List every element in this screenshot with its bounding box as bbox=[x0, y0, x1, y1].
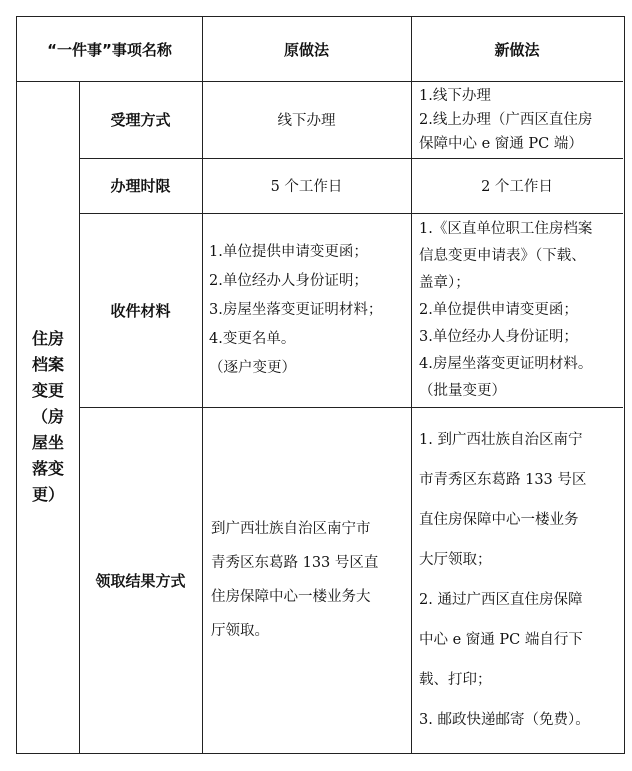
label-time: 办理时限 bbox=[110, 177, 171, 195]
old-materials-line: （逐户变更） bbox=[209, 359, 296, 376]
new-result-line: 大厅领取； bbox=[419, 552, 492, 568]
new-method-line: 2.线上办理（广西区直住房 bbox=[419, 111, 593, 128]
group-label-line: 变更 bbox=[31, 381, 64, 400]
new-materials-line: 3.单位经办人身份证明； bbox=[419, 328, 578, 345]
new-result-line: 3. 邮政快递邮寄（免费）。 bbox=[419, 712, 590, 728]
new-method-line: 1.线下办理 bbox=[419, 87, 491, 104]
label-result: 领取结果方式 bbox=[95, 571, 186, 590]
old-method: 线下办理 bbox=[277, 113, 336, 129]
old-result-line: 厅领取。 bbox=[211, 623, 269, 639]
header-name: “一件事”事项名称 bbox=[47, 40, 172, 59]
group-label-line: （房 bbox=[31, 407, 64, 426]
header-new: 新做法 bbox=[494, 40, 540, 59]
old-materials-line: 4.变更名单。 bbox=[209, 330, 296, 347]
new-result-line: 1. 到广西壮族自治区南宁 bbox=[419, 432, 583, 448]
new-time: 2 个工作日 bbox=[481, 179, 553, 195]
old-result-line: 住房保障中心一楼业务大 bbox=[211, 589, 371, 605]
new-materials-line: 1.《区直单位职工住房档案 bbox=[419, 220, 593, 237]
group-label-line: 档案 bbox=[31, 355, 64, 374]
new-result-line: 市青秀区东葛路 133 号区 bbox=[419, 472, 587, 488]
old-materials-line: 3.房屋坐落变更证明材料； bbox=[209, 301, 383, 318]
new-result-line: 直住房保障中心一楼业务 bbox=[419, 512, 579, 528]
group-label bbox=[17, 81, 79, 753]
rule-old bbox=[411, 17, 412, 753]
new-method-line: 保障中心 e 窗通 PC 端） bbox=[419, 135, 583, 152]
new-materials bbox=[419, 213, 623, 407]
old-time: 5 个工作日 bbox=[270, 179, 343, 195]
group-label-line: 更） bbox=[31, 485, 64, 504]
new-result bbox=[419, 407, 623, 753]
matter-table bbox=[16, 16, 625, 754]
new-materials-line: 盖章）； bbox=[419, 274, 470, 291]
new-result-line: 载、打印； bbox=[419, 672, 492, 688]
new-materials-line: 信息变更申请表》（下载、 bbox=[419, 247, 586, 264]
new-result-line: 中心 e 窗通 PC 端自行下 bbox=[419, 632, 583, 648]
old-result bbox=[211, 407, 411, 753]
old-materials-line: 1.单位提供申请变更函； bbox=[209, 243, 368, 260]
old-result-line: 青秀区东葛路 133 号区直 bbox=[211, 555, 379, 571]
header-old: 原做法 bbox=[283, 40, 329, 59]
new-method bbox=[419, 81, 623, 158]
group-label-line: 屋坐 bbox=[31, 433, 64, 452]
new-materials-line: 4.房屋坐落变更证明材料。 bbox=[419, 355, 593, 372]
new-result-line: 2. 通过广西区直住房保障 bbox=[419, 592, 583, 608]
new-materials-line: （批量变更） bbox=[419, 382, 506, 399]
old-materials bbox=[209, 213, 411, 407]
label-materials: 收件材料 bbox=[110, 301, 171, 320]
old-result-line: 到广西壮族自治区南宁市 bbox=[211, 521, 371, 537]
label-method: 受理方式 bbox=[110, 111, 171, 129]
group-label-line: 落变 bbox=[31, 459, 64, 478]
old-materials-line: 2.单位经办人身份证明； bbox=[209, 272, 368, 289]
group-label-line: 住房 bbox=[31, 329, 64, 348]
new-materials-line: 2.单位提供申请变更函； bbox=[419, 301, 578, 318]
